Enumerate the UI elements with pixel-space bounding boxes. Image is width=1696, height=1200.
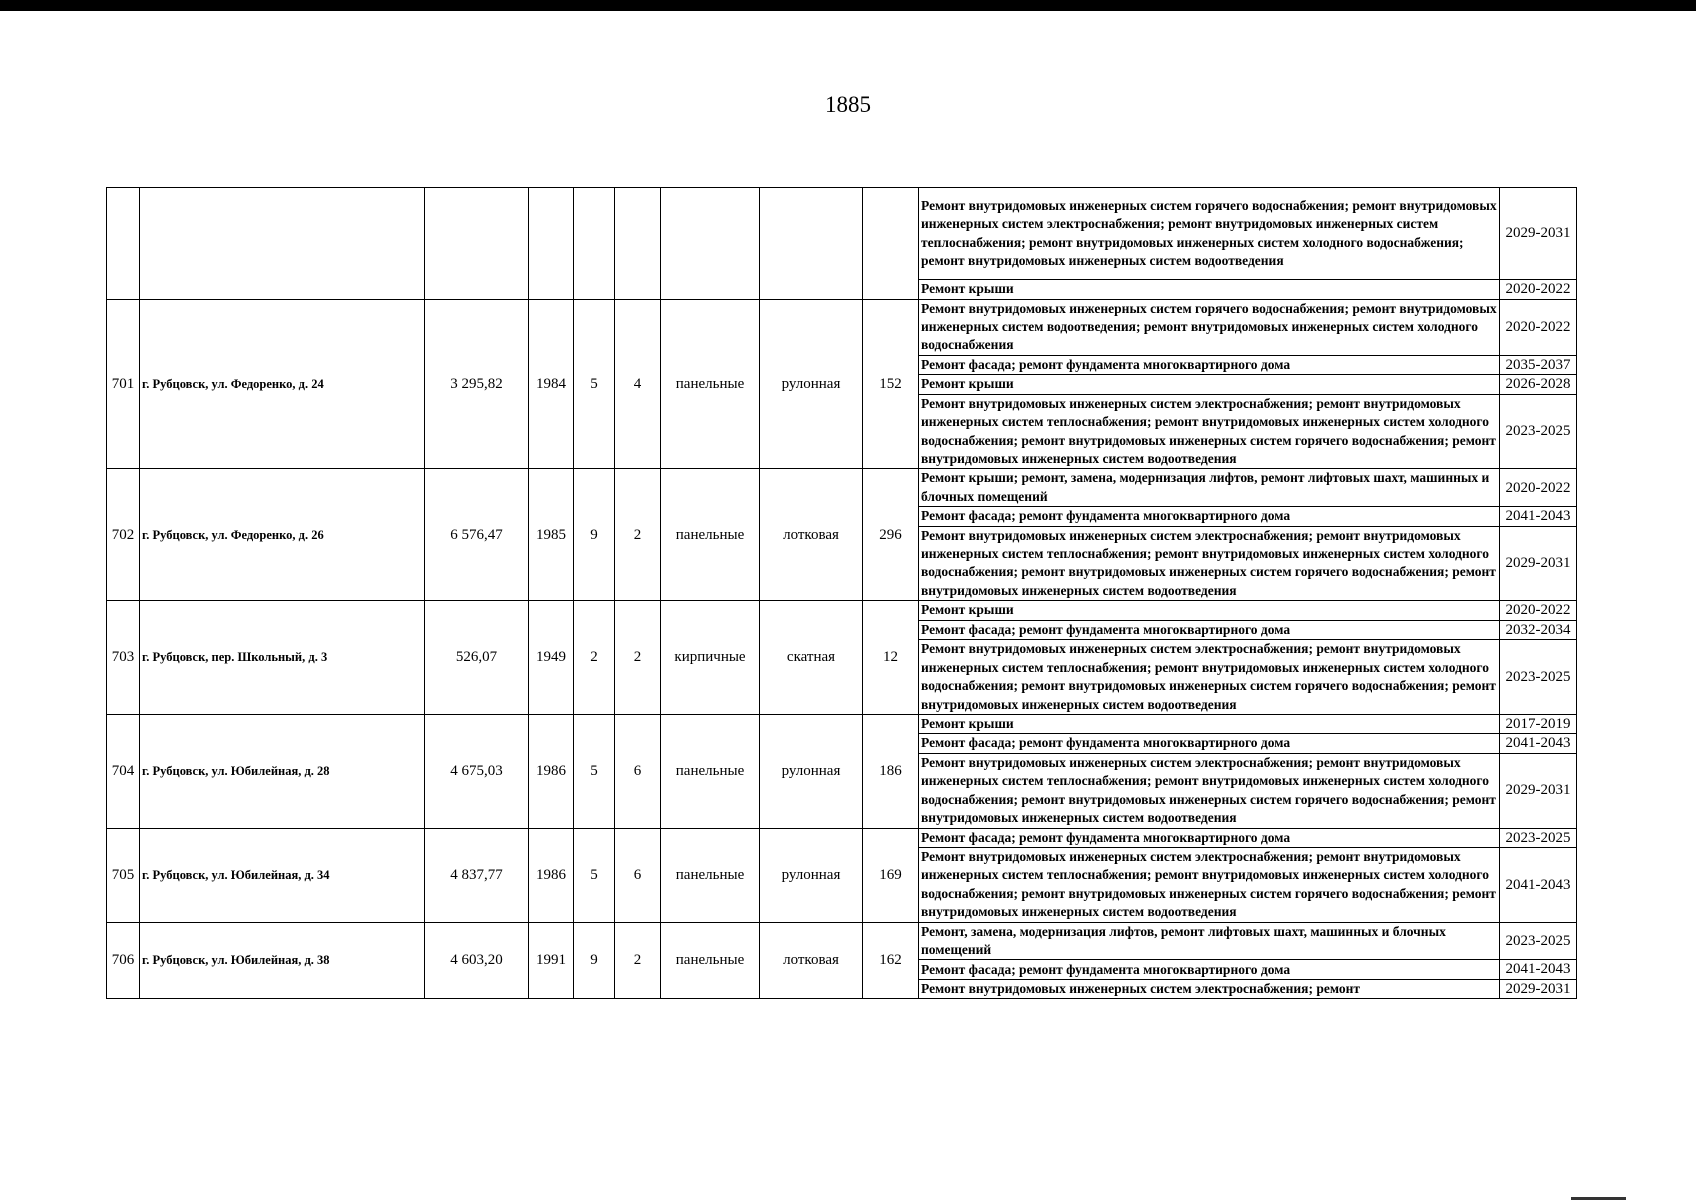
floors [574, 188, 615, 300]
build-year: 1949 [529, 601, 574, 715]
work-type: Ремонт, замена, модернизация лифтов, ремонт лифтовых шахт, машинных и блочных помещений [919, 922, 1500, 960]
residents [863, 188, 919, 300]
period: 2023-2025 [1500, 640, 1577, 715]
residents: 169 [863, 828, 919, 922]
page-number: 1885 [825, 92, 871, 117]
work-type: Ремонт крыши [919, 375, 1500, 395]
floors: 2 [574, 601, 615, 715]
repair-program-table [106, 187, 1577, 999]
residents: 186 [863, 714, 919, 828]
roof-type: рулонная [760, 714, 863, 828]
work-type: Ремонт крыши [919, 280, 1500, 300]
wall-material: кирпичные [661, 601, 760, 715]
total-area [425, 188, 529, 300]
entrances: 2 [615, 601, 661, 715]
row-number: 706 [107, 922, 140, 999]
floors: 9 [574, 922, 615, 999]
period: 2017-2019 [1500, 714, 1577, 734]
row-number: 701 [107, 299, 140, 469]
work-type: Ремонт внутридомовых инженерных систем электроснабжения; ремонт внутридомовых инженерных систем теплоснабжения; ремонт внутридомовых инженерных систем холодного водоснабжения; ремонт внутридомовых инженерных систем горячего водоснабжения; ремонт внутридомовых инженерных систем водоотведения [919, 753, 1500, 828]
entrances: 4 [615, 299, 661, 469]
roof-type [760, 188, 863, 300]
total-area: 4 603,20 [425, 922, 529, 999]
roof-type: лотковая [760, 922, 863, 999]
period: 2032-2034 [1500, 620, 1577, 640]
entrances [615, 188, 661, 300]
address: г. Рубцовск, ул. Юбилейная, д. 28 [140, 714, 425, 828]
period: 2023-2025 [1500, 922, 1577, 960]
period: 2041-2043 [1500, 507, 1577, 527]
floors: 5 [574, 299, 615, 469]
residents: 162 [863, 922, 919, 999]
row-number: 702 [107, 469, 140, 601]
table-row [107, 469, 1577, 507]
build-year: 1991 [529, 922, 574, 999]
work-type: Ремонт фасада; ремонт фундамента многоквартирного дома [919, 828, 1500, 848]
row-number: 705 [107, 828, 140, 922]
work-type: Ремонт фасада; ремонт фундамента многоквартирного дома [919, 734, 1500, 754]
total-area: 4 675,03 [425, 714, 529, 828]
build-year: 1985 [529, 469, 574, 601]
work-type: Ремонт внутридомовых инженерных систем горячего водоснабжения; ремонт внутридомовых инженерных систем водоотведения; ремонт внутридомовых инженерных систем холодного водоснабжения [919, 299, 1500, 355]
table-row [107, 601, 1577, 621]
work-type: Ремонт крыши [919, 601, 1500, 621]
roof-type: скатная [760, 601, 863, 715]
address: г. Рубцовск, ул. Юбилейная, д. 34 [140, 828, 425, 922]
work-type: Ремонт крыши [919, 714, 1500, 734]
wall-material: панельные [661, 469, 760, 601]
build-year: 1984 [529, 299, 574, 469]
wall-material [661, 188, 760, 300]
build-year: 1986 [529, 714, 574, 828]
total-area: 3 295,82 [425, 299, 529, 469]
work-type: Ремонт фасада; ремонт фундамента многоквартирного дома [919, 960, 1500, 980]
row-number [107, 188, 140, 300]
period: 2026-2028 [1500, 375, 1577, 395]
total-area: 4 837,77 [425, 828, 529, 922]
residents: 152 [863, 299, 919, 469]
floors: 5 [574, 828, 615, 922]
period: 2023-2025 [1500, 394, 1577, 469]
table-row [107, 922, 1577, 960]
period: 2029-2031 [1500, 188, 1577, 280]
table-row [107, 188, 1577, 280]
work-type: Ремонт крыши; ремонт, замена, модернизация лифтов, ремонт лифтовых шахт, машинных и блочных помещений [919, 469, 1500, 507]
entrances: 2 [615, 469, 661, 601]
floors: 5 [574, 714, 615, 828]
table-row [107, 714, 1577, 734]
period: 2023-2025 [1500, 828, 1577, 848]
build-year: 1986 [529, 828, 574, 922]
entrances: 6 [615, 828, 661, 922]
roof-type: лотковая [760, 469, 863, 601]
period: 2041-2043 [1500, 848, 1577, 923]
wall-material: панельные [661, 828, 760, 922]
build-year [529, 188, 574, 300]
work-type: Ремонт внутридомовых инженерных систем электроснабжения; ремонт внутридомовых инженерных систем теплоснабжения; ремонт внутридомовых инженерных систем холодного водоснабжения; ремонт внутридомовых инженерных систем горячего водоснабжения; ремонт внутридомовых инженерных систем водоотведения [919, 526, 1500, 601]
work-type: Ремонт фасада; ремонт фундамента многоквартирного дома [919, 355, 1500, 375]
period: 2041-2043 [1500, 734, 1577, 754]
table-row [107, 299, 1577, 355]
period: 2020-2022 [1500, 601, 1577, 621]
address [140, 188, 425, 300]
work-type: Ремонт фасада; ремонт фундамента многоквартирного дома [919, 620, 1500, 640]
residents: 12 [863, 601, 919, 715]
address: г. Рубцовск, ул. Юбилейная, д. 38 [140, 922, 425, 999]
period: 2020-2022 [1500, 299, 1577, 355]
work-type: Ремонт внутридомовых инженерных систем электроснабжения; ремонт внутридомовых инженерных систем теплоснабжения; ремонт внутридомовых инженерных систем холодного водоснабжения; ремонт внутридомовых инженерных систем горячего водоснабжения; ремонт внутридомовых инженерных систем водоотведения [919, 848, 1500, 923]
wall-material: панельные [661, 922, 760, 999]
period: 2020-2022 [1500, 280, 1577, 300]
address: г. Рубцовск, пер. Школьный, д. 3 [140, 601, 425, 715]
residents: 296 [863, 469, 919, 601]
work-type: Ремонт внутридомовых инженерных систем электроснабжения; ремонт [919, 979, 1500, 999]
period: 2029-2031 [1500, 979, 1577, 999]
scan-top-border [0, 0, 1696, 11]
roof-type: рулонная [760, 828, 863, 922]
table-row [107, 828, 1577, 848]
floors: 9 [574, 469, 615, 601]
address: г. Рубцовск, ул. Федоренко, д. 24 [140, 299, 425, 469]
period: 2020-2022 [1500, 469, 1577, 507]
wall-material: панельные [661, 714, 760, 828]
period: 2041-2043 [1500, 960, 1577, 980]
period: 2035-2037 [1500, 355, 1577, 375]
roof-type: рулонная [760, 299, 863, 469]
total-area: 6 576,47 [425, 469, 529, 601]
entrances: 6 [615, 714, 661, 828]
work-type: Ремонт внутридомовых инженерных систем горячего водоснабжения; ремонт внутридомовых инженерных систем электроснабжения; ремонт внутридомовых инженерных систем теплоснабжения; ремонт внутридомовых инженерных систем холодного водоснабжения; ремонт внутридомовых инженерных систем водоотведения [919, 188, 1500, 280]
total-area: 526,07 [425, 601, 529, 715]
period: 2029-2031 [1500, 526, 1577, 601]
row-number: 704 [107, 714, 140, 828]
wall-material: панельные [661, 299, 760, 469]
work-type: Ремонт внутридомовых инженерных систем электроснабжения; ремонт внутридомовых инженерных систем теплоснабжения; ремонт внутридомовых инженерных систем холодного водоснабжения; ремонт внутридомовых инженерных систем горячего водоснабжения; ремонт внутридомовых инженерных систем водоотведения [919, 394, 1500, 469]
work-type: Ремонт фасада; ремонт фундамента многоквартирного дома [919, 507, 1500, 527]
address: г. Рубцовск, ул. Федоренко, д. 26 [140, 469, 425, 601]
period: 2029-2031 [1500, 753, 1577, 828]
work-type: Ремонт внутридомовых инженерных систем электроснабжения; ремонт внутридомовых инженерных систем теплоснабжения; ремонт внутридомовых инженерных систем холодного водоснабжения; ремонт внутридомовых инженерных систем горячего водоснабжения; ремонт внутридомовых инженерных систем водоотведения [919, 640, 1500, 715]
entrances: 2 [615, 922, 661, 999]
row-number: 703 [107, 601, 140, 715]
